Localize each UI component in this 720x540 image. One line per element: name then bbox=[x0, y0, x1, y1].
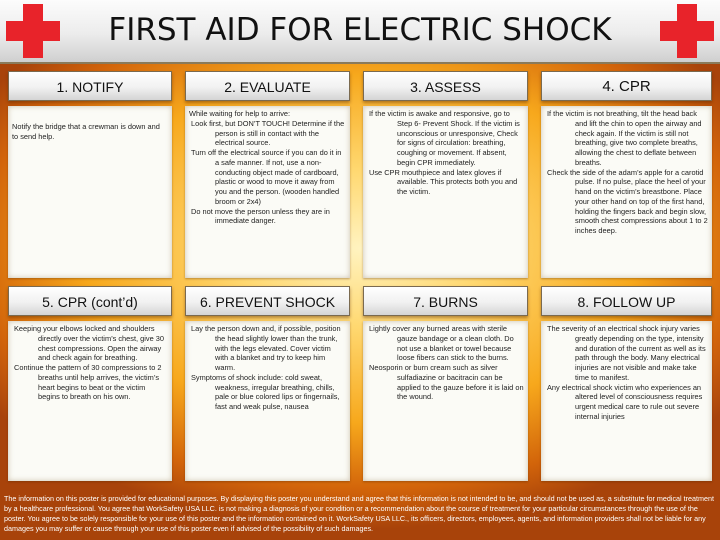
section-7-body bbox=[363, 321, 528, 481]
section-1-body bbox=[8, 106, 172, 278]
section-3-text: If the victim is awake and responsive, go to Step 6- Prevent Shock. If the victim is unconscious or unresponsive, Check for signs of circulation: breathing, coughing or movement. If absent, begin CPR immediately. bbox=[369, 109, 520, 167]
section-6-body bbox=[185, 321, 350, 481]
section-6-text: Lay the person down and, if possible, position the head slightly lower than the trunk, with the legs elevated. Cover victim with a blanket and try to keep him warm. bbox=[191, 324, 341, 373]
section-7-heading: 7. BURNS bbox=[363, 286, 528, 316]
section-6-text: Symptoms of shock include: cold sweat, weakness, irregular breathing, chills, pale or blue colored lips or fingernails, fast and weak pulse, nausea bbox=[191, 372, 340, 412]
first-aid-cross-icon bbox=[658, 2, 716, 60]
section-4-text: If the victim is not breathing, tilt the head back and lift the chin to open the airway and check again. If the victim is still not breathing, give two complete breaths, allowing the chest to deflate between breaths. bbox=[547, 109, 702, 167]
section-7-text: Neosporin or burn cream such as silver sulfadiazine or bacitracin can be applied to the gauze before it is laid on the wound. bbox=[369, 363, 524, 402]
section-4-body bbox=[541, 106, 712, 278]
section-6-heading: 6. PREVENT SHOCK bbox=[185, 286, 350, 316]
section-4-heading: 4. CPR bbox=[541, 71, 712, 101]
section-2-heading: 2. EVALUATE bbox=[185, 71, 350, 101]
section-8-heading: 8. FOLLOW UP bbox=[541, 286, 712, 316]
section-2-body bbox=[185, 106, 350, 278]
title-banner bbox=[0, 0, 720, 64]
section-1-text: Notify the bridge that a crewman is down and to send help. bbox=[12, 122, 160, 141]
section-3-heading: 3. ASSESS bbox=[363, 71, 528, 101]
section-2-text: Turn off the electrical source if you can do it in a safe manner. If not, use a non-conducting object made of cardboard, plastic or wood to move it away from you and the person. (wooden handled broom or 2x4) bbox=[191, 148, 342, 206]
section-5-heading: 5. CPR (cont’d) bbox=[8, 286, 172, 316]
section-7-text: Lightly cover any burned areas with sterile gauze bandage or a clean cloth. Do not use a blanket or towel because loose fibers can stick to the burns. bbox=[369, 324, 514, 363]
section-8-text: Any electrical shock victim who experiences an altered level of consciousness requires urgent medical care to rule out severe internal injuries bbox=[547, 382, 703, 421]
section-8-body bbox=[541, 321, 712, 481]
section-5-text: Keeping your elbows locked and shoulders directly over the victim’s chest, give 30 chest compressions. Open the airway and check again for breathing. bbox=[14, 324, 164, 363]
section-2-text: While waiting for help to arrive: bbox=[189, 109, 291, 118]
disclaimer-text: The information on this poster is provided for educational purposes. By displaying this poster you understand and agree that this information is not intended to be, and should not be used as, a substitute for medical treatment by a healthcare professional. You agree that WorkSafety USA LLC. is not making a diagnosis of your condition or a recommendation about the course of treatment for your particular circumstances through the use of the poster. You agree to be solely responsible for your use of this poster and the information contained on it. WorkSafety USA LLC., its officers, directors, employees, agents, and information providers shall not be liable for any damages you may suffer or cause through your use of this poster even if advised of the possibility of such damages. bbox=[4, 494, 714, 534]
section-4-text: Check the side of the adam’s apple for a carotid pulse. If no pulse, place the heel of your hand on the victim’s breastbone. Place your other hand on top of the first hand, holding the fingers back and begin slow, smooth chest compressions about 1 to 2 inches deep. bbox=[547, 167, 708, 236]
section-2-text: Look first, but DON’T TOUCH! Determine if the person is still in contact with the electrical source. bbox=[191, 118, 345, 148]
section-3-text: Use CPR mouthpiece and latex gloves if available. This protects both you and the victim. bbox=[369, 167, 518, 197]
poster-title: FIRST AID FOR ELECTRIC SHOCK bbox=[108, 12, 612, 48]
section-3-body bbox=[363, 106, 528, 278]
section-8-text: The severity of an electrical shock injury varies greatly depending on the type, intensity and duration of the current as well as its path through the body. Many electrical injuries are not visible and make take time to manifest. bbox=[547, 324, 706, 382]
section-5-body bbox=[8, 321, 172, 481]
section-5-text: Continue the pattern of 30 compressions to 2 breaths until help arrives, the victim’s heart begins to beat or the victim begins to breath on his own. bbox=[14, 363, 162, 402]
section-1-heading: 1. NOTIFY bbox=[8, 71, 172, 101]
section-2-text: Do not move the person unless they are in immediate danger. bbox=[191, 206, 330, 226]
